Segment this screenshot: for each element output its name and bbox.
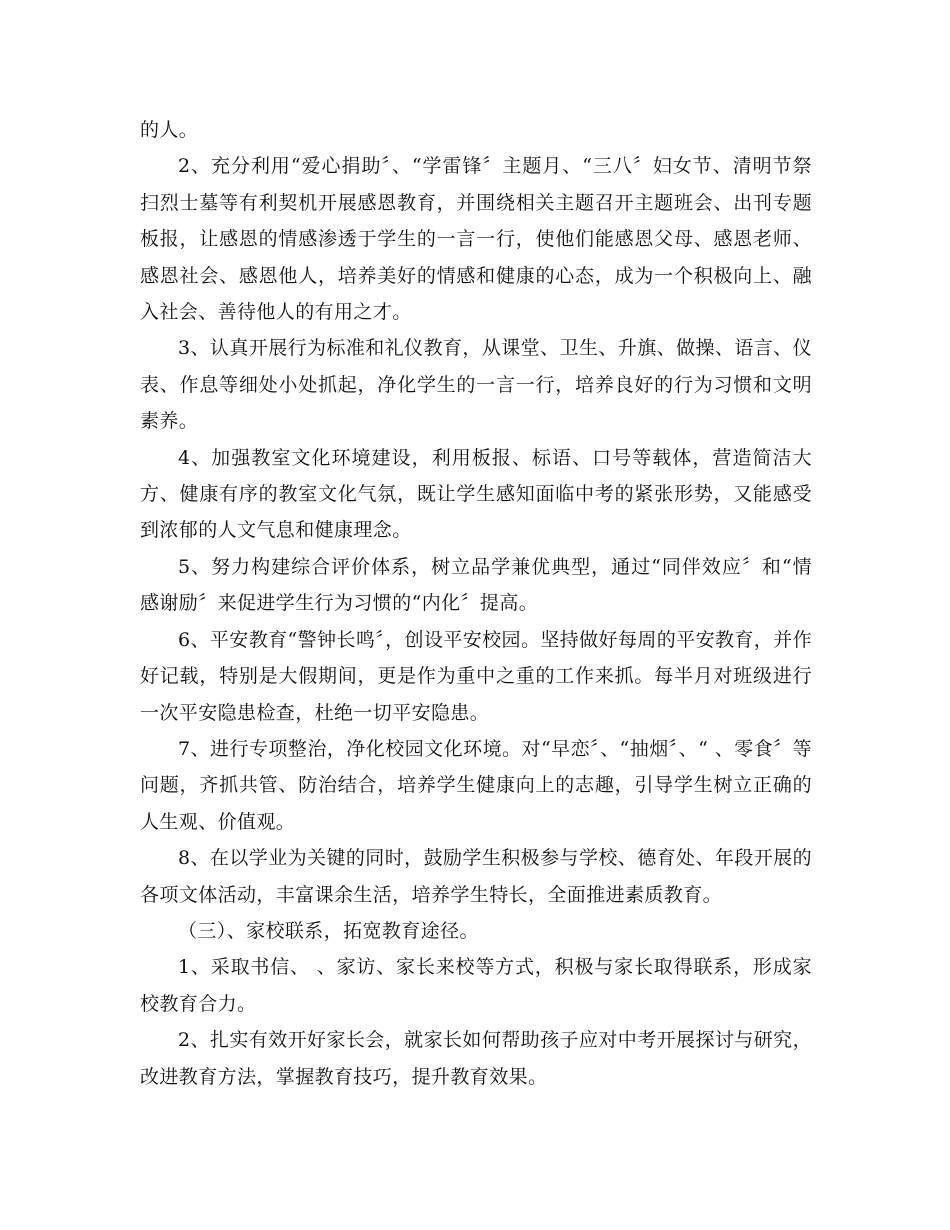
document-page — [140, 112, 812, 1095]
paragraph-item-4-classroom-culture: 4、加强教室文化环境建设，利用板报、标语、口号等载体，营造简洁大方、健康有序的教室文化气氛，既让学生感知面临中考的紧张形势，又能感受到浓郁的人文气息和健康理念。 — [140, 446, 812, 542]
paragraph-item-2-gratitude: 2、充分利用“爱心捐助〞、“学雷锋〞主题月、“三八〞妇女节、清明节祭扫烈士墓等有利契机开展感恩教育，并围绕相关主题召开主题班会、出刊专题板报，让感恩的情感渗透于学生的一言一行，使他们能感恩父母、感恩老师、感恩社会、感恩他人，培养美好的情感和健康的心态，成为一个积极向上、融入社会、善待他人的有用之才。 — [140, 155, 812, 324]
paragraph-item-8-activities: 8、在以学业为关键的同时，鼓励学生积极参与学校、德育处、年段开展的各项文体活动，丰富课余生活，培养学生特长，全面推进素质教育。 — [140, 847, 812, 906]
paragraph-item-2-parent-meeting: 2、扎实有效开好家长会，就家长如何帮助孩子应对中考开展探讨与研究，改进教育方法，掌握教育技巧，提升教育效果。 — [140, 1029, 812, 1088]
section-heading-home-school: （三）、家校联系，拓宽教育途径。 — [178, 919, 479, 942]
paragraph-item-1-contact: 1、采取书信、 、家访、家长来校等方式，积极与家长取得联系，形成家校教育合力。 — [140, 956, 812, 1015]
paragraph-item-7-rectification: 7、进行专项整治，净化校园文化环境。对“早恋〞、“抽烟〞、“ 、零食〞等问题，齐抓共管、防治结合，培养学生健康向上的志趣，引导学生树立正确的人生观、价值观。 — [140, 737, 812, 833]
paragraph-item-5-evaluation: 5、努力构建综合评价体系，树立品学兼优典型，通过“同伴效应〞和“情感谢励〞来促进学生行为习惯的“内化〞提高。 — [140, 555, 812, 615]
paragraph-item-3-etiquette: 3、认真开展行为标准和礼仪教育，从课堂、卫生、升旗、做操、语言、仪表、作息等细处小处抓起，净化学生的一言一行，培养良好的行为习惯和文明素养。 — [140, 337, 812, 433]
paragraph-continuation: 的人。 — [140, 119, 199, 141]
paragraph-item-6-safety: 6、平安教育“警钟长鸣〞，创设平安校园。坚持做好每周的平安教育，并作好记载，特别是大假期间，更是作为重中之重的工作来抓。每半月对班级进行一次平安隐患检查，杜绝一切平安隐患。 — [140, 628, 812, 724]
